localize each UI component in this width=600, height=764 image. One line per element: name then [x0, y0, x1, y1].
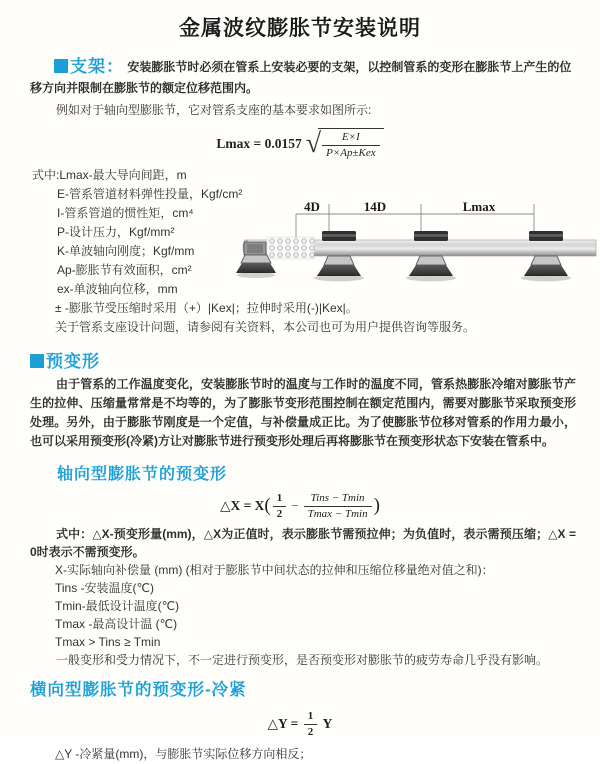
- consult-note: 关于管系支座设计问题，请参阅有关资料，本公司也可为用户提供咨询等服务。: [55, 320, 476, 334]
- axial-definition: X-实际轴向补偿量 (mm) (相对于膨胀节中间状态的拉伸和压缩位移量绝对值之和)：: [55, 563, 494, 578]
- lateral-formula: [0, 710, 600, 738]
- axial-where-paragraph: 式中：△X-预变形量(mm)，△X为正值时，表示膨胀节需预拉伸；为负值时，表示需预压缩；△X = 0时表示不需预变形。: [30, 527, 576, 559]
- sqrt-sign: √: [305, 128, 322, 159]
- dimension-labels: [304, 199, 496, 214]
- predeform-paragraph: 由于管系的工作温度变化，安装膨胀节时的温度与工作时的温度不同，管系热膨胀冷缩对膨胀节产生的拉伸、压缩量常常是不均等的，为了膨胀节变形范围控制在额定范围内，需要对膨胀节采取预变形处理。另外，由于膨胀节刚度是一个定值，与补偿量成正比。为了使膨胀节位移对管系的作用力最小，也可以采用预变形(冷紧)方让对膨胀节进行预变形处理后再将膨胀节在预变形状态下安装在管系中。: [30, 377, 576, 448]
- legend-item: E-管系管道材料弹性投量，Kgf/cm²: [57, 187, 243, 201]
- predeform-heading-label: 预变形: [46, 352, 100, 371]
- legend-lead: 式中:Lmax-最大导向间距，m: [32, 168, 187, 182]
- axial-definition: Tmin-最低设计温度(℃): [55, 599, 180, 614]
- blue-square-marker-icon: [30, 354, 44, 368]
- axial-definition: Tmax -最高设计温 (℃): [55, 617, 178, 632]
- close-paren: ): [373, 495, 380, 517]
- temperature-fraction: $\frac{\text{Tins − Tmin}}{Tmax - Tmin}$: [304, 492, 372, 520]
- lmax-denominator: P×Ap±Kex: [326, 147, 376, 159]
- lateral-section-heading: 横向型膨胀节的预变形-冷紧: [30, 681, 247, 700]
- legend-item: I-管系管道的惯性矩，cm⁴: [57, 206, 194, 220]
- lmax-numerator: E×I: [322, 131, 380, 146]
- lateral-formula-suffix: Y: [322, 716, 333, 732]
- dim-label-lmax: Lmax: [462, 199, 496, 214]
- lmax-formula-lhs: Lmax = 0.0157: [216, 136, 302, 151]
- page-title: 金属波纹膨胀节安装说明: [179, 17, 421, 40]
- sqrt-radicand: [318, 128, 384, 159]
- support-spacing-diagram: [242, 198, 598, 290]
- axial-definition: Tmax > Tins ≥ Tmin: [55, 635, 161, 650]
- lmax-formula: [0, 128, 600, 160]
- legend-item: ex-单波轴向位移，mm: [57, 282, 178, 296]
- minus-sign: −: [291, 498, 299, 514]
- axial-formula-prefix: △X = X: [220, 498, 265, 514]
- half-fraction: $\frac{1}{2}$: [273, 492, 287, 520]
- legend-item: Ap-膨胀节有效面积，cm²: [57, 263, 192, 277]
- dim-label-4d: 4D: [304, 199, 320, 214]
- support-section-heading: 支架：: [70, 57, 124, 76]
- lmax-fraction: [322, 131, 380, 159]
- axial-section-heading: 轴向型膨胀节的预变形: [57, 466, 228, 483]
- support-example-line: 例如对于轴向型膨胀节，它对管系支座的基本要求如图所示:: [56, 103, 372, 117]
- axial-definition: Tins -安装温度(℃): [55, 581, 155, 596]
- sign-note: ± -膨胀节受压缩时采用（+）|Kex|；拉伸时采用(-)|Kex|。: [55, 301, 358, 315]
- legend-item: P-设计压力，Kgf/mm²: [57, 225, 175, 239]
- lateral-formula-prefix: △Y =: [267, 716, 299, 732]
- support-intro-text: 安装膨胀节时必须在管系上安装必要的支架，以控制管系的变形在膨胀节上产生的位移方向并限制在膨胀节的额定位移范围内。: [30, 60, 572, 95]
- half-fraction: $\frac{1}{2}$: [304, 710, 318, 738]
- bellows-section: [267, 237, 314, 259]
- support-intro-paragraph: [30, 56, 574, 99]
- open-paren: (: [264, 495, 271, 517]
- lateral-note: △Y -冷紧量(mm)，与膨胀节实际位移方向相反；: [55, 746, 312, 761]
- blue-square-marker-icon: [54, 59, 68, 73]
- formula-legend-region: [0, 166, 600, 337]
- legend-item: K-单波轴向刚度；Kgf/mm: [57, 244, 195, 258]
- dim-label-14d: 14D: [363, 199, 387, 214]
- predeform-section-heading: [30, 347, 600, 372]
- axial-note: 一般变形和受力情况下，不一定进行预变形，是否预变形对膨胀节的疲劳寿命几乎没有影响。: [56, 653, 549, 668]
- axial-formula: [0, 492, 600, 520]
